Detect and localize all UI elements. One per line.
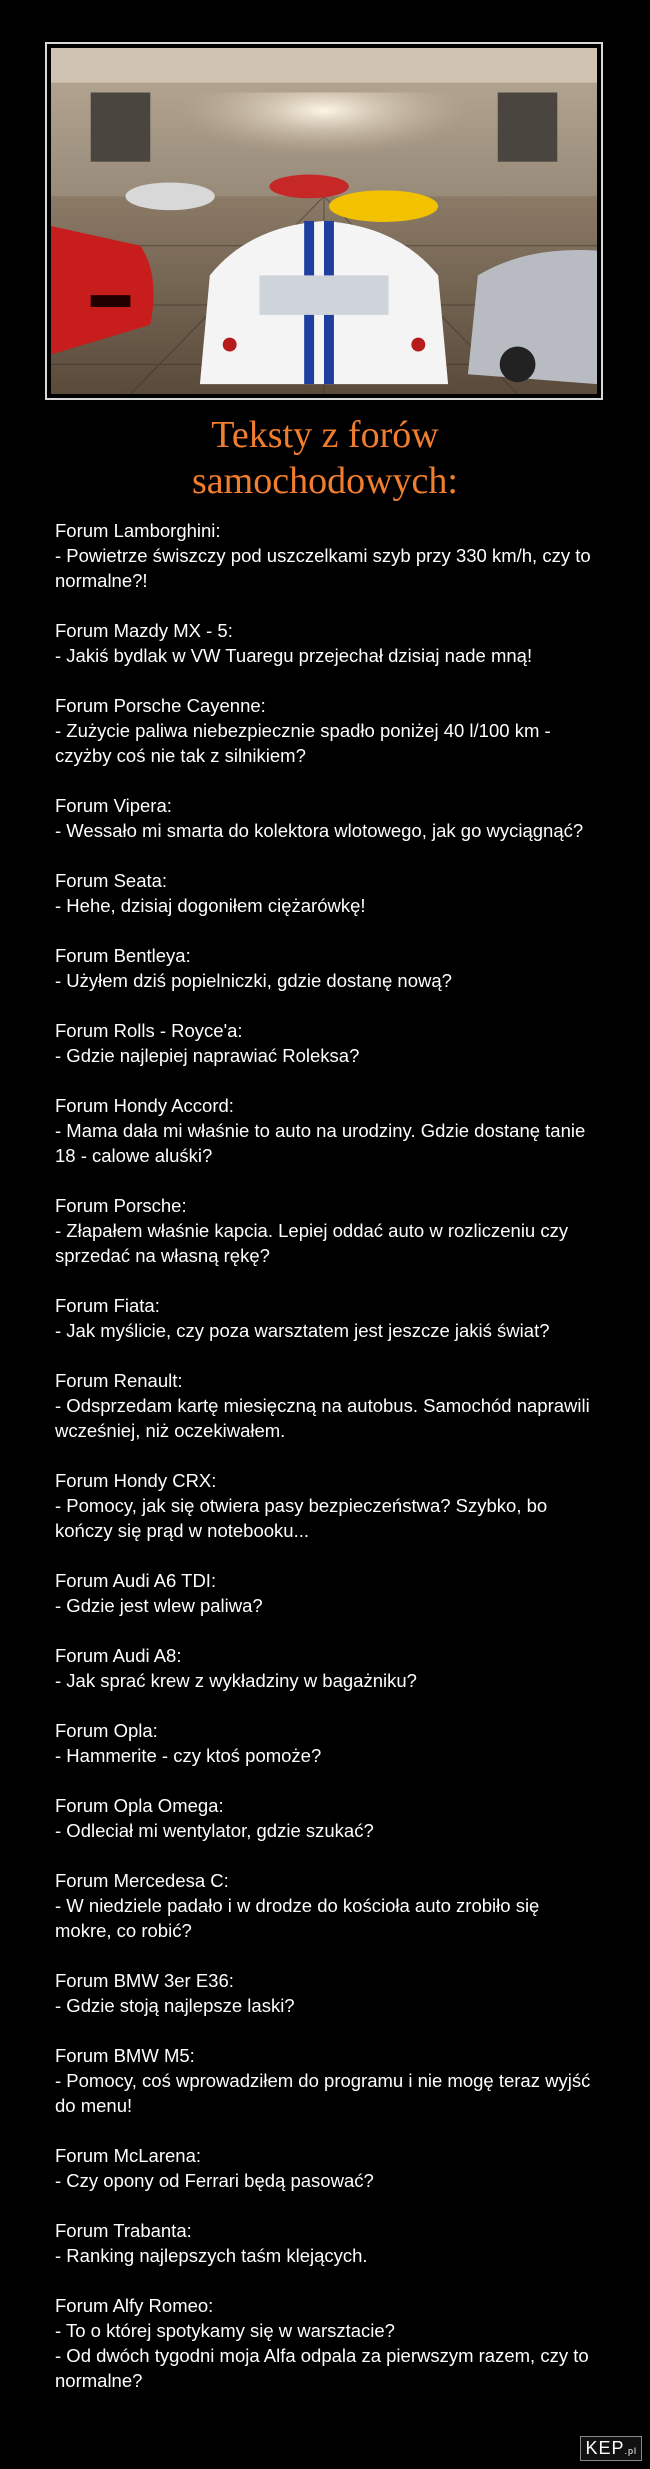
- garage-photo-frame: [45, 42, 603, 400]
- forum-name: Forum McLarena:: [55, 2145, 201, 2166]
- forum-entry: [55, 1643, 600, 1693]
- forum-post-line: - Od dwóch tygodni moja Alfa odpala za pierwszym razem, czy to normalne?: [55, 2345, 589, 2391]
- forum-post-line: - To o której spotykamy się w warsztacie?: [55, 2320, 395, 2341]
- forum-entry: [55, 2043, 600, 2118]
- forum-post-line: - Pomocy, jak się otwiera pasy bezpieczeństwa? Szybko, bo kończy się prąd w notebooku...: [55, 1495, 548, 1541]
- forum-name: Forum Audi A6 TDI:: [55, 1570, 217, 1591]
- forum-post-line: - Hehe, dzisiaj dogoniłem ciężarówkę!: [55, 895, 366, 916]
- forum-entry: [55, 1868, 600, 1943]
- forum-name: Forum Alfy Romeo:: [55, 2295, 214, 2316]
- forum-post-line: - Powietrze świszczy pod uszczelkami szyb przy 330 km/h, czy to normalne?!: [55, 545, 591, 591]
- forum-entry: [55, 1193, 600, 1268]
- forum-name: Forum Audi A8:: [55, 1645, 182, 1666]
- forum-entry: [55, 1568, 600, 1618]
- garage-cars-photo: [51, 48, 597, 394]
- forum-post-line: - Pomocy, coś wprowadziłem do programu i nie mogę teraz wyjść do menu!: [55, 2070, 591, 2116]
- forum-post-line: - Zużycie paliwa niebezpiecznie spadło poniżej 40 l/100 km - czyżby coś nie tak z silnikiem?: [55, 720, 551, 766]
- forum-post-line: - Odsprzedam kartę miesięczną na autobus. Samochód naprawili wcześniej, niż oczekiwałem.: [55, 1395, 590, 1441]
- forum-name: Forum Fiata:: [55, 1295, 160, 1316]
- forum-post-line: - Czy opony od Ferrari będą pasować?: [55, 2170, 374, 2191]
- forum-name: Forum Trabanta:: [55, 2220, 192, 2241]
- forum-name: Forum Hondy Accord:: [55, 1095, 234, 1116]
- forum-entry: [55, 1968, 600, 2018]
- title-line-2: samochodowych:: [192, 460, 458, 502]
- kep-logo: [580, 2436, 642, 2461]
- forum-name: Forum Porsche Cayenne:: [55, 695, 266, 716]
- forum-entry: [55, 518, 600, 593]
- forum-name: Forum BMW M5:: [55, 2045, 195, 2066]
- logo-suffix: .pl: [624, 2446, 637, 2456]
- forum-entry: [55, 2293, 600, 2393]
- forum-entry: [55, 1018, 600, 1068]
- forum-entry: [55, 943, 600, 993]
- forum-post-line: - Jak sprać krew z wykładziny w bagażniku?: [55, 1670, 417, 1691]
- forum-name: Forum Renault:: [55, 1370, 183, 1391]
- forum-entry: [55, 1093, 600, 1168]
- forum-name: Forum Vipera:: [55, 795, 172, 816]
- logo-main: KEP: [585, 2438, 625, 2458]
- forum-name: Forum Bentleya:: [55, 945, 191, 966]
- forum-name: Forum Opla:: [55, 1720, 158, 1741]
- forum-entry: [55, 2143, 600, 2193]
- forum-entry: [55, 693, 600, 768]
- forum-post-line: - Ranking najlepszych taśm klejących.: [55, 2245, 368, 2266]
- forum-name: Forum Mercedesa C:: [55, 1870, 229, 1891]
- forum-entry: [55, 1718, 600, 1768]
- forum-name: Forum Opla Omega:: [55, 1795, 224, 1816]
- forum-entry: [55, 618, 600, 668]
- forum-entry: [55, 2218, 600, 2268]
- forum-post-line: - Gdzie stoją najlepsze laski?: [55, 1995, 295, 2016]
- forum-name: Forum Hondy CRX:: [55, 1470, 217, 1491]
- forum-post-line: - Mama dała mi właśnie to auto na urodziny. Gdzie dostanę tanie 18 - calowe aluśki?: [55, 1120, 586, 1166]
- forum-post-line: - Gdzie najlepiej naprawiać Roleksa?: [55, 1045, 360, 1066]
- forum-entry: [55, 868, 600, 918]
- forum-entry: [55, 1793, 600, 1843]
- forum-entry: [55, 1468, 600, 1543]
- forum-post-line: - Jakiś bydlak w VW Tuaregu przejechał dzisiaj nade mną!: [55, 645, 533, 666]
- forum-post-line: - W niedziele padało i w drodze do kościoła auto zrobiło się mokre, co robić?: [55, 1895, 540, 1941]
- forum-name: Forum Lamborghini:: [55, 520, 221, 541]
- forum-post-line: - Złapałem właśnie kapcia. Lepiej oddać auto w rozliczeniu czy sprzedać na własną rękę?: [55, 1220, 569, 1266]
- title-line-1: Teksty z forów: [211, 414, 439, 456]
- forum-post-line: - Odleciał mi wentylator, gdzie szukać?: [55, 1820, 374, 1841]
- page-title: [0, 412, 650, 504]
- forum-entry: [55, 793, 600, 843]
- forum-name: Forum BMW 3er E36:: [55, 1970, 234, 1991]
- forum-post-line: - Użyłem dziś popielniczki, gdzie dostanę nową?: [55, 970, 452, 991]
- forum-post-line: - Gdzie jest wlew paliwa?: [55, 1595, 263, 1616]
- forum-name: Forum Mazdy MX - 5:: [55, 620, 233, 641]
- forum-name: Forum Rolls - Royce'a:: [55, 1020, 243, 1041]
- forum-entry: [55, 1368, 600, 1443]
- forum-name: Forum Seata:: [55, 870, 168, 891]
- forum-post-line: - Jak myślicie, czy poza warsztatem jest jeszcze jakiś świat?: [55, 1320, 550, 1341]
- forum-entries-list: [55, 518, 600, 2418]
- forum-entry: [55, 1293, 600, 1343]
- forum-post-line: - Hammerite - czy ktoś pomoże?: [55, 1745, 322, 1766]
- forum-name: Forum Porsche:: [55, 1195, 187, 1216]
- forum-post-line: - Wessało mi smarta do kolektora wlotowego, jak go wyciągnąć?: [55, 820, 584, 841]
